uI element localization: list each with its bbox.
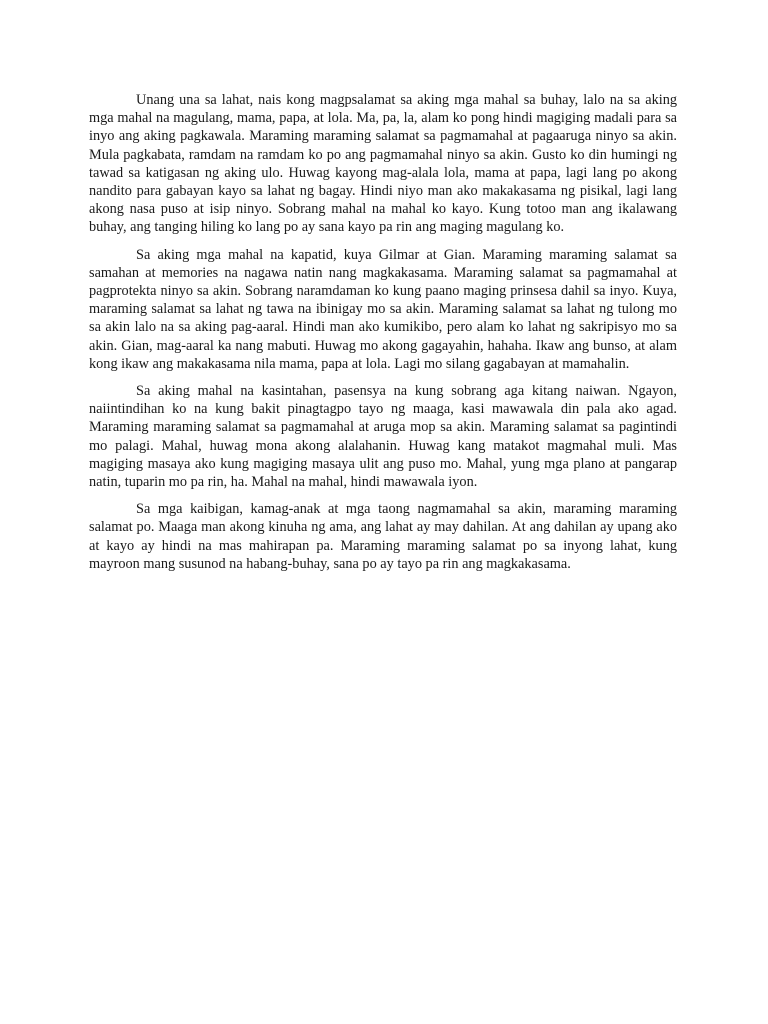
paragraph-2: Sa aking mga mahal na kapatid, kuya Gilmar at Gian. Maraming maraming salamat sa samahan at memories na nagawa natin nang magkakasama. Maraming salamat sa pagmamahal at pagprotekta ninyo sa akin. Sobrang naramdaman ko kung paano maging prinsesa dahil sa inyo. Kuya, maraming salamat sa lahat ng tawa na ibinigay mo sa akin. Maraming salamat sa lahat ng tulong mo sa akin lalo na sa aking pag-aaral. Hindi man ako kumikibo, pero alam ko lahat ng sakripisyo mo sa akin. Gian, mag-aaral ka nang mabuti. Huwag mo akong gagayahin, hahaha. Ikaw ang bunso, at alam kong ikaw ang makakasama nila mama, papa at lola. Lagi mo silang gagabayan at mamahalin. [89,246,677,372]
paragraph-3: Sa aking mahal na kasintahan, pasensya na kung sobrang aga kitang naiwan. Ngayon, naiintindihan ko na kung bakit pinagtagpo tayo ng maaga, kasi mawawala din pala ako agad. Maraming maraming salamat sa pagmamahal at aruga mop sa akin. Maraming salamat sa pagintindi mo palagi. Mahal, huwag mona akong alalahanin. Huwag kang matakot magmahal muli. Mas magiging masaya ako kung magiging masaya ulit ang puso mo. Mahal, yung mga plano at pangarap natin, tuparin mo pa rin, ha. Mahal na mahal, hindi mawawala iyon. [89,383,677,491]
paragraph-1: Unang una sa lahat, nais kong magpsalamat sa aking mga mahal sa buhay, lalo na sa aking mga mahal na magulang, mama, papa, at lola. Ma, pa, la, alam ko pong hindi magiging madali para sa inyo ang aking pagkawala. Maraming maraming salamat sa pagmamahal at pagaaruga ninyo sa akin. Mula pagkabata, ramdam na ramdam ko po ang pagmamahal ninyo sa akin. Gusto ko din humingi ng tawad sa katigasan ng aking ulo. Huwag kayong mag-alala lola, mama at papa, lagi lang po akong nandito para gabayan kayo sa lahat ng bagay. Hindi niyo man ako makakasama ng pisikal, lagi lang akong nasa puso at isip ninyo. Sobrang mahal na mahal ko kayo. Kung totoo man ang ikalawang buhay, ang tanging hiling ko lang po ay sana kayo pa rin ang maging magulang ko. [89,92,677,236]
paragraph-4: Sa mga kaibigan, kamag-anak at mga taong nagmamahal sa akin, maraming maraming salamat po. Maaga man akong kinuha ng ama, ang lahat ay may dahilan. At ang dahilan ay upang ako at kayo ay hindi na mas mahirapan pa. Maraming maraming salamat po sa inyong lahat, kung mayroon mang susunod na habang-buhay, sana po ay tayo pa rin ang magkakasama. [89,501,677,572]
document-body [89,91,677,582]
